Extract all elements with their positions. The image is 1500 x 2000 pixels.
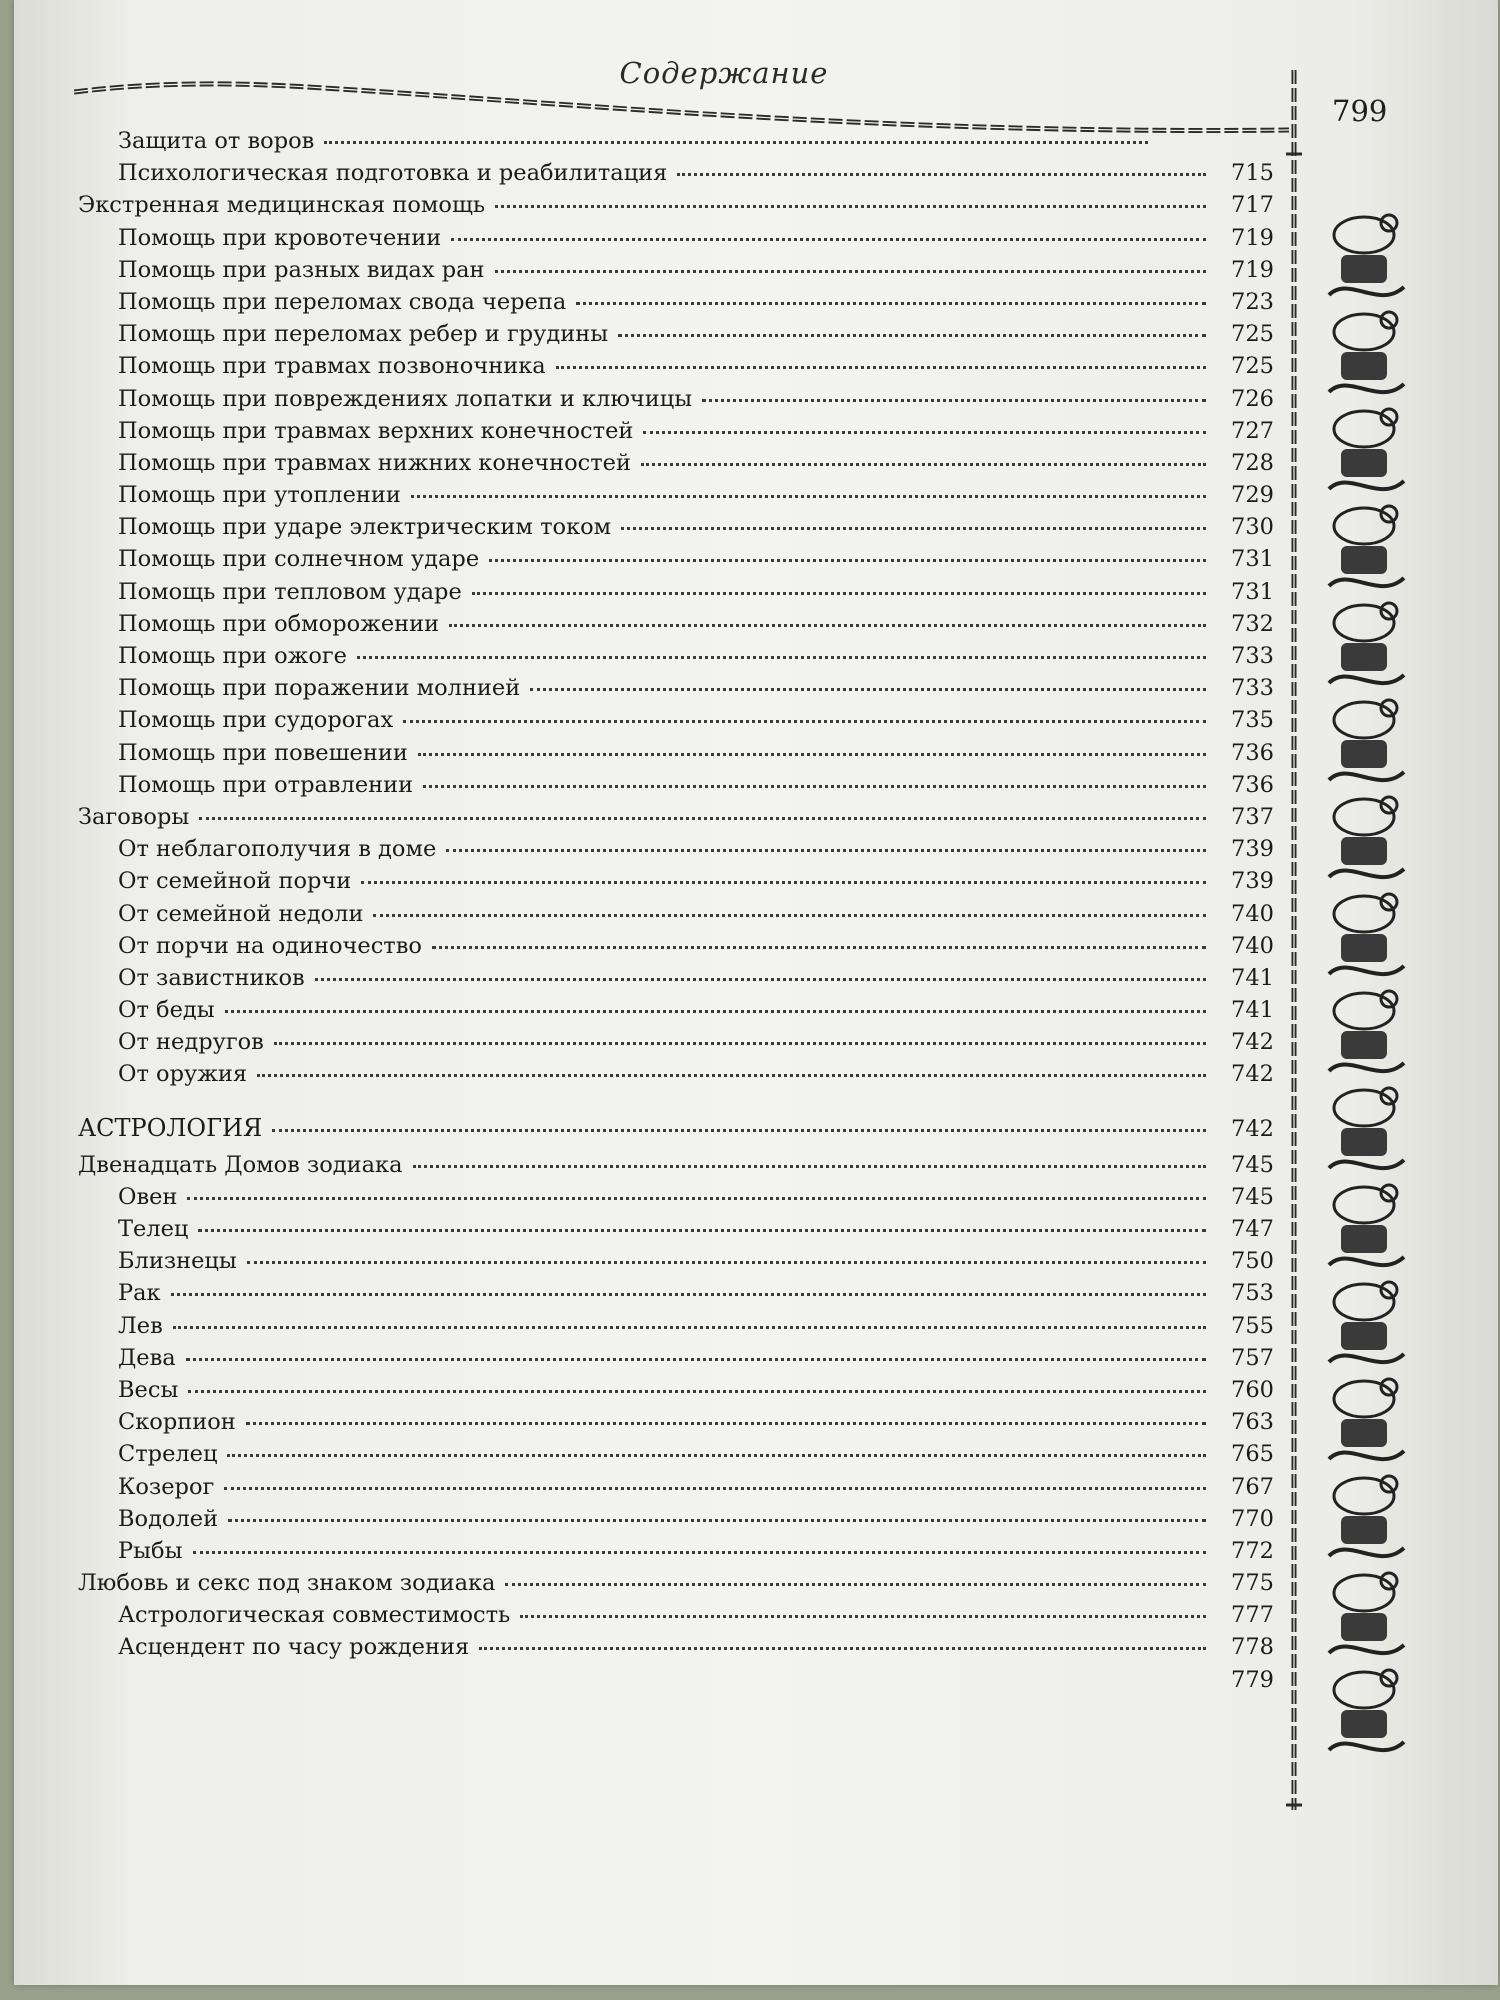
toc-leader-dots [403,720,1206,723]
toc-entry [78,1634,1274,1666]
ornament-cup-icon [1334,314,1394,350]
ornament-leaf-icon [1329,869,1404,877]
toc-entry-title: От семейной недоли [118,900,364,927]
toc-entry-page: 733 [1231,643,1274,669]
toc-entry [78,643,1274,675]
toc-leader-dots [173,1326,1206,1329]
toc-entry [78,901,1274,933]
toc-entry-title: Помощь при разных видах ран [118,256,485,283]
ornament-spool-icon [1341,740,1387,768]
ornament-spool-icon [1341,1710,1387,1738]
toc-entry-page: 772 [1231,1537,1274,1564]
toc-entry [78,289,1274,321]
toc-entry [78,1538,1274,1570]
ornament-flower-icon [1381,1476,1397,1492]
toc-leader-dots [246,1422,1206,1425]
toc-entry-title: Помощь при утоплении [118,482,401,509]
toc-entry-page: 740 [1231,932,1274,959]
toc-entry [78,386,1274,418]
ornament-leaf-icon [1329,1063,1404,1071]
ornament-flower-icon [1381,700,1397,716]
toc-entry [78,1345,1274,1377]
toc-entry-page: 715 [1231,160,1274,187]
toc-entry-page: 742 [1231,1061,1274,1088]
toc-entry [78,997,1274,1029]
toc-entry [78,160,1274,192]
toc-entry-page: 757 [1231,1344,1274,1371]
toc-leader-dots [187,1197,1206,1200]
toc-entry-page: 736 [1231,771,1274,798]
toc-entry [78,740,1274,772]
ornament-spool-icon [1341,1613,1387,1641]
toc-entry-page: 719 [1231,256,1274,283]
ornament-spool-icon [1341,546,1387,574]
toc-entry [78,965,1274,997]
toc-leader-dots [228,1519,1206,1522]
toc-entry-page: 728 [1231,449,1274,476]
toc-entry-page: 763 [1231,1409,1274,1436]
ornament-cup-icon [1334,896,1394,932]
ornament-cup-icon [1334,1090,1394,1126]
toc-entry-page: 736 [1231,739,1274,766]
toc-entry [78,192,1274,224]
decorative-ornament-border [1319,195,1414,1780]
toc-entry-title: От семейной порчи [118,868,352,895]
toc-leader-dots [446,849,1206,852]
toc-leader-dots [489,559,1206,562]
ornament-flower-icon [1381,603,1397,619]
toc-leader-dots [556,366,1206,369]
toc-entry [78,675,1274,707]
toc-leader-dots [621,527,1206,530]
toc-leader-dots [315,978,1206,981]
toc-entry-page: 726 [1231,385,1274,412]
toc-entry-page: 717 [1231,192,1274,219]
ornament-leaf-icon [1329,1354,1404,1362]
toc-leader-dots [225,1010,1206,1013]
toc-leader-dots [227,1454,1206,1457]
toc-entry [78,1506,1274,1538]
ornament-leaf-icon [1329,384,1404,392]
ornament-cup-icon [1334,1187,1394,1223]
toc-leader-dots [361,881,1206,884]
ornament-flower-icon [1381,312,1397,328]
toc-leader-dots [357,656,1206,659]
toc-entry-title: Помощь при кровотечении [118,224,442,251]
toc-entry [78,1248,1274,1280]
ornament-flower-icon [1381,1573,1397,1589]
ornament-leaf-icon [1329,772,1404,780]
toc-entry-page: 742 [1231,1029,1274,1056]
ornament-flower-icon [1381,1185,1397,1201]
toc-leader-dots [495,270,1206,273]
toc-entry-title: Помощь при переломах свода черепа [118,288,567,315]
toc-entry [78,1114,1274,1152]
ornament-leaf-icon [1329,1257,1404,1265]
toc-entry [78,1602,1274,1634]
toc-entry-title: Весы [118,1376,179,1403]
toc-entry-title: Помощь при ожоге [118,643,347,669]
toc-entry-page: 732 [1231,610,1274,637]
toc-entry-title: От недругов [118,1029,264,1056]
toc-leader-dots [198,1229,1206,1232]
toc-entry-page: 778 [1231,1634,1274,1661]
toc-entry [78,128,1274,160]
toc-leader-dots [186,1358,1206,1361]
toc-entry-page: 779 [1231,1666,1274,1693]
toc-entry-title: Рак [118,1280,161,1307]
toc-entry [78,1152,1274,1184]
toc-entry-title: Помощь при повешении [118,739,408,766]
toc-entry-title: Помощь при повреждениях лопатки и ключицы [118,385,693,412]
toc-entry-page: 733 [1231,675,1274,702]
ornament-spool-icon [1341,352,1387,380]
toc-entry-page: 729 [1231,482,1274,509]
toc-entry-page: 719 [1231,224,1274,251]
ornament-spool-icon [1341,1322,1387,1350]
ornament-flower-icon [1381,894,1397,910]
toc-entry-page: 775 [1231,1570,1274,1597]
toc-entry [78,707,1274,739]
toc-entry-title: Козерог [118,1473,215,1500]
ornament-cup-icon [1334,411,1394,447]
ornament-flower-icon [1381,409,1397,425]
toc-entry-page: 760 [1231,1376,1274,1403]
toc-entry-page: 750 [1231,1248,1274,1275]
ornament-spool-icon [1341,449,1387,477]
toc-leader-dots [643,431,1206,434]
ornament-leaf-icon [1329,1548,1404,1556]
toc-leader-dots [324,141,1148,144]
toc-leader-dots [618,334,1206,337]
toc-leader-dots [495,205,1206,208]
ornament-spool-icon [1341,643,1387,671]
toc-entry-title: Рыбы [118,1537,183,1564]
toc-entry-title: От оружия [118,1061,248,1088]
ornament-leaf-icon [1329,287,1404,295]
toc-entry-title: Защита от воров [118,128,315,154]
toc-entry-title: От порчи на одиночество [118,932,422,959]
ornament-spool-icon [1341,934,1387,962]
ornament-cup-icon [1334,702,1394,738]
toc-entry [78,611,1274,643]
toc-entry-title: Лев [118,1312,163,1339]
toc-entry-title: Стрелец [118,1441,218,1468]
toc-leader-dots [272,1129,1206,1132]
toc-entry-page: 755 [1231,1312,1274,1339]
ornament-spool-icon [1341,1516,1387,1544]
toc-entry-page: 730 [1231,514,1274,541]
toc-entry-page: 747 [1231,1216,1274,1242]
toc-entry-page: 727 [1231,417,1274,444]
toc-leader-dots [274,1042,1206,1045]
ornament-leaf-icon [1329,1451,1404,1459]
toc-entry [78,321,1274,353]
toc-entry-title: От неблагополучия в доме [118,836,437,863]
toc-entry [78,772,1274,804]
toc-entry-title: Экстренная медицинская помощь [78,192,486,219]
toc-entry-title: Скорпион [118,1409,236,1436]
ornament-flower-icon [1381,1670,1397,1686]
toc-entry-title: Овен [118,1183,178,1210]
toc-leader-dots [432,946,1206,949]
toc-leader-dots [257,1074,1206,1077]
toc-entry [78,1280,1274,1312]
toc-entry [78,933,1274,965]
ornament-cup-icon [1334,217,1394,253]
toc-entry-page: 725 [1231,321,1274,348]
toc-entry [78,579,1274,611]
toc-entry [78,482,1274,514]
toc-entry-title: Помощь при отравлении [118,771,414,798]
toc-entry-page: 745 [1231,1151,1274,1178]
toc-entry-page: 777 [1231,1602,1274,1629]
toc-entry-title: Помощь при поражении молнией [118,675,521,702]
toc-entry-title: Помощь при обморожении [118,610,440,637]
toc-entry [78,257,1274,289]
toc-entry [78,868,1274,900]
ornament-leaf-icon [1329,578,1404,586]
toc-entry-title: Помощь при тепловом ударе [118,578,462,605]
toc-entry-page: 745 [1231,1183,1274,1210]
toc-entry-title: Близнецы [118,1248,237,1275]
toc-leader-dots [479,1647,1206,1650]
toc-entry-page: 725 [1231,353,1274,380]
toc-entry-title: Телец [118,1216,189,1242]
ornament-leaf-icon [1329,481,1404,489]
toc-entry [78,1474,1274,1506]
toc-entry-page: 765 [1231,1441,1274,1468]
toc-entry-title: Психологическая подготовка и реабилитация [118,160,668,187]
ornament-spool-icon [1341,1419,1387,1447]
vertical-rope-rule [1282,70,1312,1824]
page-header-title: Содержание [619,56,829,90]
toc-entry-title: Помощь при судорогах [118,707,394,734]
ornament-cup-icon [1334,1575,1394,1611]
toc-entry [78,1216,1274,1248]
toc-leader-dots [449,624,1206,627]
toc-entry-title: Дева [118,1344,176,1371]
ornament-spool-icon [1341,1128,1387,1156]
ornament-flower-icon [1381,797,1397,813]
toc-entry-title: От беды [118,997,215,1024]
toc-entry [78,1061,1274,1093]
toc-leader-dots [576,302,1206,305]
toc-leader-dots [247,1261,1206,1264]
toc-entry [78,1570,1274,1602]
toc-entry-title: Помощь при травмах нижних конечностей [118,449,631,476]
toc-leader-dots [520,1615,1206,1618]
toc-entry [78,418,1274,450]
toc-leader-dots [702,399,1206,402]
ornament-cup-icon [1334,799,1394,835]
ornament-flower-icon [1381,991,1397,1007]
toc-entry-page: 767 [1231,1473,1274,1500]
toc-entry-page: 753 [1231,1280,1274,1307]
ornament-leaf-icon [1329,1160,1404,1168]
toc-entry-page: 742 [1231,1115,1274,1142]
toc-entry-title: От завистников [118,964,305,991]
ornament-spool-icon [1341,255,1387,283]
ornament-cup-icon [1334,508,1394,544]
ornament-flower-icon [1381,1088,1397,1104]
ornament-cup-icon [1334,993,1394,1029]
toc-entry [78,1184,1274,1216]
ornament-cup-icon [1334,1381,1394,1417]
toc-entry-page: 737 [1231,803,1274,830]
toc-entry-page: 735 [1231,707,1274,734]
toc-leader-dots [423,785,1206,788]
toc-leader-dots [530,688,1206,691]
ornament-spool-icon [1341,1031,1387,1059]
toc-entry [78,225,1274,257]
ornament-leaf-icon [1329,675,1404,683]
toc-entry-title: Помощь при солнечном ударе [118,546,480,573]
ornament-cup-icon [1334,605,1394,641]
toc-entry-title: Помощь при травмах верхних конечностей [118,417,634,444]
ornament-spool-icon [1341,837,1387,865]
toc-leader-dots [193,1551,1206,1554]
toc-entry-title: АСТРОЛОГИЯ [78,1113,263,1142]
toc-leader-dots [677,173,1206,176]
toc-entry-title: Двенадцать Домов зодиака [78,1151,403,1178]
page-number: 799 [1332,94,1388,128]
ornament-flower-icon [1381,506,1397,522]
toc-entry-page: 741 [1231,997,1274,1024]
ornament-flower-icon [1381,1282,1397,1298]
toc-entry-title: Заговоры [78,803,190,830]
table-of-contents [78,128,1274,1699]
toc-entry [78,1377,1274,1409]
toc-entry [78,514,1274,546]
toc-entry-title: Астрологическая совместимость [118,1602,511,1629]
toc-leader-dots [188,1390,1206,1393]
toc-entry [78,1441,1274,1473]
toc-entry [78,1029,1274,1061]
toc-entry [78,353,1274,385]
ornament-cup-icon [1334,1478,1394,1514]
ornament-spool-icon [1341,1225,1387,1253]
ornament-leaf-icon [1329,1645,1404,1653]
toc-entry-title: Помощь при ударе электрическим током [118,514,612,541]
toc-leader-dots [641,463,1206,466]
toc-entry [78,1313,1274,1345]
book-page [14,0,1498,1985]
toc-entry [78,836,1274,868]
ornament-flower-icon [1381,215,1397,231]
ornament-leaf-icon [1329,1742,1404,1750]
toc-entry-title: Любовь и секс под знаком зодиака [78,1570,496,1597]
toc-leader-dots [418,753,1206,756]
toc-entry-title: Помощь при травмах позвоночника [118,353,546,380]
toc-entry-title: Помощь при переломах ребер и грудины [118,321,609,348]
toc-entry [78,1409,1274,1441]
toc-entry-page: 741 [1231,964,1274,991]
toc-leader-dots [472,592,1206,595]
toc-leader-dots [451,238,1206,241]
toc-entry-title: Водолей [118,1505,219,1532]
toc-entry-page: 731 [1231,546,1274,573]
toc-entry [78,546,1274,578]
toc-list [78,128,1274,1699]
toc-entry-page: 739 [1231,868,1274,895]
toc-leader-dots [171,1293,1206,1296]
toc-entry-page: 723 [1231,288,1274,315]
toc-entry [78,804,1274,836]
toc-entry-title: Асцендент по часу рождения [118,1634,470,1661]
toc-entry-page: 740 [1231,900,1274,927]
toc-entry [78,1667,1274,1699]
ornament-leaf-icon [1329,966,1404,974]
toc-leader-dots [411,495,1206,498]
ornament-cup-icon [1334,1284,1394,1320]
toc-leader-dots [224,1487,1206,1490]
ornament-flower-icon [1381,1379,1397,1395]
toc-entry-page: 731 [1231,578,1274,605]
toc-leader-dots [505,1583,1206,1586]
toc-leader-dots [413,1165,1206,1168]
toc-entry-page: 739 [1231,836,1274,863]
toc-entry-page: 770 [1231,1505,1274,1532]
toc-leader-dots [199,817,1206,820]
toc-leader-dots [373,914,1206,917]
ornament-cup-icon [1334,1672,1394,1708]
toc-entry [78,450,1274,482]
